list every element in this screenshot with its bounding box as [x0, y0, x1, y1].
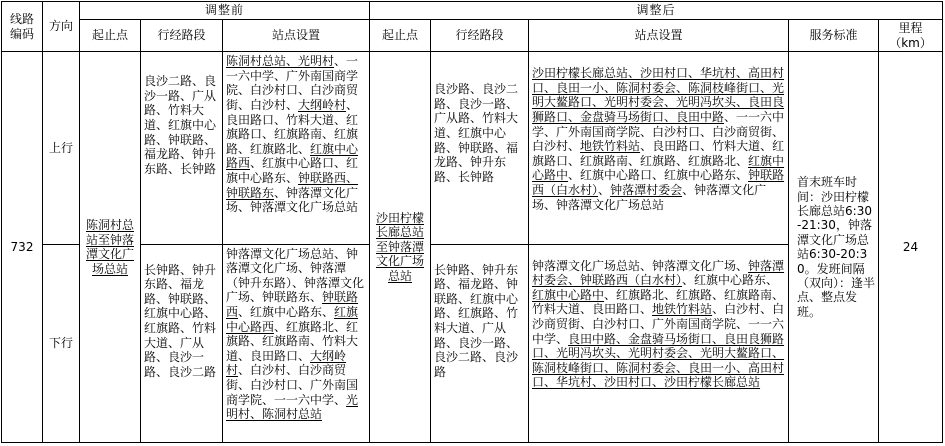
after-up-route: 良沙路、良沙二路、良沙一路、广从路、竹料大道、红旗中心路、钟联路、福龙路、钟升东路、长钟路 — [431, 52, 529, 244]
header-before-stops: 站点设置 — [223, 20, 370, 52]
changed-stops-segment: 大纲岭村 — [298, 98, 347, 113]
header-before-route: 行经路段 — [141, 20, 223, 52]
service-standard-cell: 首末班车时间：沙田柠檬长廊总站6:30-21:30，钟落潭文化广场总站6:30-20:30。发班间隔（双向）：逢半点、整点发班。 — [789, 52, 879, 443]
before-up-stops — [223, 52, 370, 244]
after-down-route: 长钟路、钟升东路、福龙路、钟联路、红旗中心路、红旗路、竹料大道、广从路、良沙一路、良沙二路、良沙路 — [431, 244, 529, 442]
before-up-route: 良沙二路、良沙一路、广从路、竹料大道、红旗中心路、钟联路、福龙路、钟升东路、长钟路 — [141, 52, 223, 244]
stops-segment: 、红旗中心路口、红旗中心路东、 — [568, 168, 749, 183]
stops-segment: 、良田路口、竹料大道、红旗路口、红旗路南、红旗路、红旗路北、 — [226, 98, 359, 156]
stops-segment: 钟落潭文化广场总站、钟落潭文化广场、 — [532, 258, 749, 273]
stops-segment: 、白沙村、白沙商贸街、白沙村口、广外南国商学院、一一六中学、 — [226, 363, 359, 407]
after-start-end-text: 沙田柠檬长廊总站至钟落潭文化广场总站 — [376, 210, 425, 284]
stops-segment: 、红旗中心路口、红旗中心路东、 — [226, 156, 359, 186]
stops-segment: 钟落潭文化广场总站、钟落潭文化广场、钟落潭（钟升东路）、钟落潭文化广场、钟联路东、 — [226, 246, 365, 305]
line-number-cell: 732 — [2, 52, 43, 443]
before-start-end-cell: 陈洞村总站至钟落潭文化广场总站 — [80, 52, 141, 443]
changed-stops-segment: 良田中路、金盘骑马场街口、良田良狮路口、光明冯坎头、光明村委会、光明大鳌路口、陈洞枝峰街口、陈洞村委会、良田一小、高田村口、华坑村、沙田村口、沙田柠檬长廊总站 — [532, 331, 785, 390]
changed-stops-segment: 大纲岭村 — [226, 348, 347, 378]
header-direction: 方向 — [43, 2, 80, 52]
before-down-stops — [223, 244, 370, 442]
stops-segment: 、良田路口、竹料大道、红旗路口、红旗路南、红旗路、红旗路北、 — [532, 139, 785, 168]
stops-segment: 、红旗路北、红旗路、红旗路南、竹料大道、良田路口、 — [532, 287, 785, 317]
changed-stops-segment: 沙田柠檬长廊总站、沙田村口、华坑村、高田村口、良田一小、陈洞村委会、陈洞枝峰街口、光明大鳌路口、光明村委会、光明冯坎头、良田良狮路口、金盘骑马场街口、良田中路 — [532, 66, 785, 125]
distance-cell: 24 — [879, 52, 943, 443]
header-after-start-end: 起止点 — [370, 20, 431, 52]
after-up-stops — [529, 52, 789, 244]
stops-segment: 、一一六中学、广外南国商学院、白沙村口、白沙商贸街、白沙村、 — [226, 54, 359, 113]
header-distance-unit: （km） — [889, 35, 932, 50]
header-before-start-end: 起止点 — [80, 20, 141, 52]
stops-segment: 、红旗中心路东、 — [238, 304, 335, 319]
header-before: 调整前 — [80, 2, 370, 20]
direction-down: 下行 — [43, 244, 80, 442]
changed-stops-segment: 红旗中心路西 — [226, 304, 359, 334]
before-down-route: 长钟路、钟升东路、福龙路、钟联路、红旗中心路、红旗路、竹料大道、广从路、良沙一路、良沙二路 — [141, 244, 223, 442]
changed-stops-segment: 地铁竹料站 — [652, 302, 713, 317]
stops-segment: 、白沙村、白沙商贸街、白沙村口、广外南国商学院、一一六中学、 — [532, 302, 785, 346]
header-after-route: 行经路段 — [431, 20, 529, 52]
stops-segment: 、红旗中心路东、 — [682, 273, 779, 288]
header-after: 调整后 — [370, 2, 943, 20]
direction-up: 上行 — [43, 52, 80, 244]
changed-stops-segment: 光明村、陈洞村总站 — [226, 392, 359, 422]
after-start-end-cell — [370, 52, 431, 443]
header-after-stops: 站点设置 — [529, 20, 789, 52]
changed-stops-segment: 钟联路西（白水村） — [532, 168, 785, 198]
stops-segment: 、红旗路北、红旗路、红旗路南、竹料大道、良田路口、 — [226, 319, 359, 363]
changed-stops-segment: 钟联路西、钟联路东 — [226, 171, 359, 200]
stops-segment: 、一一六中学、广外南国商学院、白沙村口、白沙商贸街、白沙村、 — [532, 110, 785, 154]
changed-stops-segment: 红旗中心路中 — [532, 287, 605, 302]
stops-segment: 、 — [598, 183, 611, 198]
changed-stops-segment: 钟联路西 — [226, 290, 359, 319]
header-distance — [879, 20, 943, 52]
changed-stops-segment: 红旗中心路西 — [226, 141, 359, 171]
changed-stops-segment: 地铁竹料站 — [580, 139, 641, 154]
after-down-stops — [529, 244, 789, 442]
changed-stops-segment: 钟落潭村委会、钟联路西（白水村） — [532, 258, 785, 288]
changed-stops-segment: 陈洞村总站、光明村 — [226, 54, 335, 69]
changed-stops-segment: 红旗中心路中 — [532, 153, 785, 183]
header-distance-label: 里程 — [898, 21, 923, 36]
stops-segment: 、钟落潭文化广场、钟落潭文化广场总站 — [226, 185, 359, 215]
stops-segment: 、钟落潭文化广场、钟落潭文化广场总站 — [532, 183, 767, 212]
route-adjustment-table — [1, 1, 943, 443]
header-service-standard: 服务标准 — [789, 20, 879, 52]
changed-stops-segment: 钟落潭村委会 — [610, 183, 683, 198]
header-line-number: 线路编码 — [2, 2, 43, 52]
